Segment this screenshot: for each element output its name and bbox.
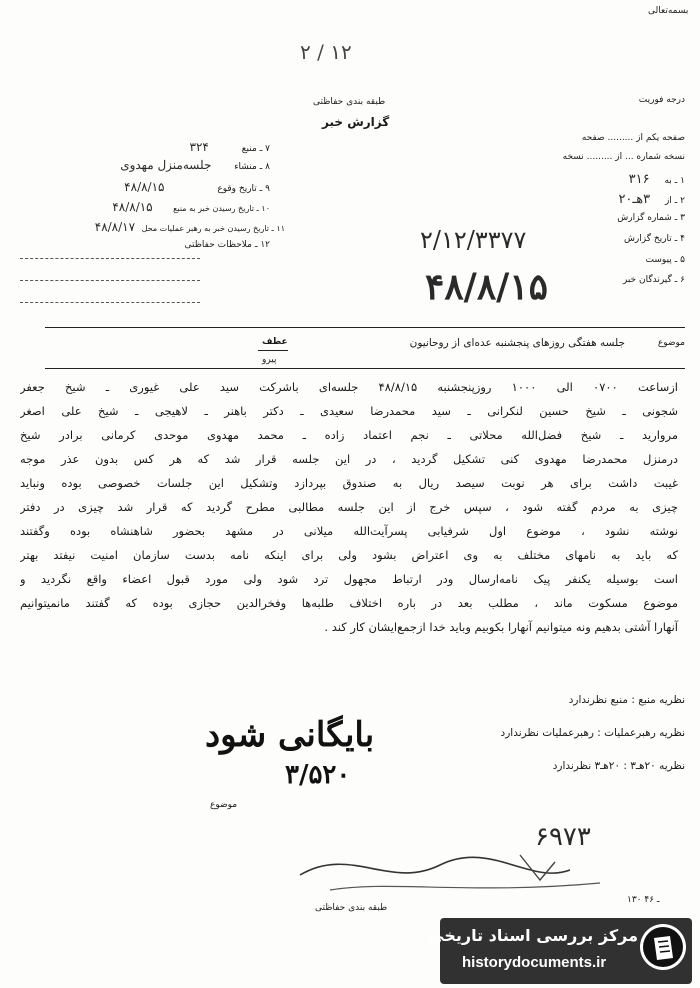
field-to [435, 172, 685, 187]
field-value: ۳۲۴ [189, 140, 209, 154]
body-line: چیزی به مردم گفته شود ، سپس خرج از این جلسه مطالبی مطرح گردید که قرار شد چیزی در دفتر [20, 500, 678, 514]
divider [20, 302, 200, 303]
ref-label: عطف [262, 337, 288, 347]
field-event-date [15, 180, 270, 194]
field-label: ۱۲ ـ ملاحظات حفاظتی [184, 240, 270, 250]
watermark-url: historydocuments.ir [462, 954, 607, 971]
signature-number: ۶۹۷۳ [535, 822, 591, 852]
report-title: گزارش خبر [322, 115, 390, 129]
archive-stamp: بایگانی شود [205, 715, 375, 755]
field-value: جلسه‌منزل مهدوی [120, 158, 212, 172]
field-value: ۴۸/۸/۱۵ [124, 180, 165, 194]
ops-opinion: نظریه رهبرعملیات : رهبرعملیات نظرندارد [500, 727, 685, 739]
field-label: ۵ ـ پیوست [645, 255, 685, 265]
body-line: ازساعت ۰۷۰۰ الی ۱۰۰۰ روزپنجشنبه ۴۸/۸/۱۵ جلسه‌ای باشرکت سید علی غیوری ـ شیخ جعفر [20, 380, 678, 394]
classification-label-top: طبقه بندی حفاظتی [313, 97, 386, 107]
field-value: ۳هـ۲۰ [618, 192, 651, 207]
body-line: مروارید ـ شیخ فضل‌الله محلاتی ـ نجم اعتماد زاده ـ محمد مهدوی موحدی کرمانی برادر شیخ [20, 428, 678, 442]
archive-number: ۳/۵۲۰ [285, 760, 351, 790]
divider [20, 280, 200, 281]
body-line: موضوع مسکوت ماند ، مطلب بعد در باره اختلاف طلبه‌ها وفخرالدین حجازی بوده که گفتند مانمیتوانیم [20, 596, 678, 610]
field-origin [15, 158, 270, 172]
watermark-org: مرکز بررسی اسناد تاریخی [428, 926, 638, 945]
big-handwritten-date: ۴۸/۸/۱۵ [425, 266, 548, 308]
field-label: ۱۰ ـ تاریخ رسیدن خبر به منبع [173, 204, 270, 213]
body-line: شجونی ـ شیخ حسین لنکرانی ـ سید محمدرضا سعیدی ـ دکتر باهنر ـ لاهیجی ـ شیخ علی اصغر [20, 404, 678, 418]
source-opinion: نظریه منبع : منبع نظرندارد [568, 694, 685, 706]
field-attachment [435, 255, 685, 265]
section-divider [45, 327, 685, 328]
urgency-label: درجه فوریت [638, 95, 685, 105]
ref-divider [258, 350, 288, 351]
field-label: ۳ ـ شماره گزارش [617, 213, 685, 223]
field-source-received-date [15, 200, 270, 214]
report-date-handwritten: ۲/۱۲/۳۳۷۷ [420, 226, 527, 254]
field-label: ۸ ـ منشاء [234, 162, 270, 172]
field-report-number [435, 213, 685, 223]
body-line: که باید به نامهای مختلف به وی اعتراض بشود ولی برای اینکه نامه بدست سازمان امنیت نیفتد بهتر [20, 548, 678, 562]
classification-label-bottom: طبقه بندی حفاظتی [315, 903, 388, 913]
section-divider [45, 368, 685, 369]
document-logo-icon [640, 924, 686, 970]
body-line: درمنزل محمدرضا مهدوی کنی تشکیل گردید ، در این جلسه قرار شد که هر کس بدون عذر موجه [20, 452, 678, 466]
signature-scribble [270, 835, 630, 905]
field-from [435, 192, 685, 207]
field-source [15, 140, 270, 154]
page-line: صفحه یکم از ......... صفحه [581, 133, 685, 143]
field-value: ۴۸/۸/۱۷ [94, 220, 136, 234]
top-scribble: ۲ / ۱۲ [300, 40, 352, 64]
field-label: ۶ ـ گیرندگان خبر [622, 275, 685, 285]
subject-label: موضوع [657, 338, 685, 348]
body-line: است بوسیله یکنفر پیک نامه‌ارسال ودر ارتباط مجهول ترد شود ولی مورد قبول اعضاء واقع نگردید و [20, 572, 678, 586]
subject-text: جلسه هفتگی روزهای پنجشنبه عده‌ای از روحانیون [409, 337, 625, 349]
watermark-logo [640, 924, 686, 970]
body-line: نوشته نشود ، موضوع اول شرفیابی پسرآیت‌الله میلانی در مشهد بحضور شاهنشاه بوده وگفتند [20, 524, 678, 538]
form-number: ۱۳۰ ـ ۴۶ [627, 895, 660, 905]
field-label: ۲ ـ از [664, 196, 685, 206]
field-label: ۱۱ ـ تاریخ رسیدن خبر به رهبر عملیات محل [141, 224, 285, 233]
topic-label-bottom: موضوع [210, 800, 238, 810]
top-code: بسمه‌تعالی [648, 6, 689, 16]
follow-label: پیرو [262, 355, 277, 365]
field-value: ۳۱۶ [628, 172, 650, 187]
divider [20, 258, 200, 259]
field-value: ۴۸/۸/۱۵ [112, 200, 153, 214]
field-label: ۱ ـ به [664, 176, 685, 186]
body-line-last: آنهارا آشتی بدهیم ونه میتوانیم آنهارا بکوبیم وباید خدا ازجمع‌ایشان کار کند . [324, 620, 678, 634]
field-security-notes [15, 240, 270, 250]
sec-opinion: نظریه ۲۰هـ۳ : ۲۰هـ۳ نظرندارد [552, 760, 685, 772]
field-label: ۹ ـ تاریخ وقوع [217, 184, 270, 194]
body-line: غیبت داشت برای هر نوبت سیصد ریال به صندوق بپردازد وتشکیل این جلسات خصوصی بوده ونباید [20, 476, 678, 490]
field-label: ۷ ـ منبع [241, 144, 270, 154]
field-ops-received-date [15, 220, 285, 234]
field-label: ۴ ـ تاریخ گزارش [623, 234, 685, 244]
copy-line: نسخه شماره ... از ......... نسخه [562, 152, 685, 162]
